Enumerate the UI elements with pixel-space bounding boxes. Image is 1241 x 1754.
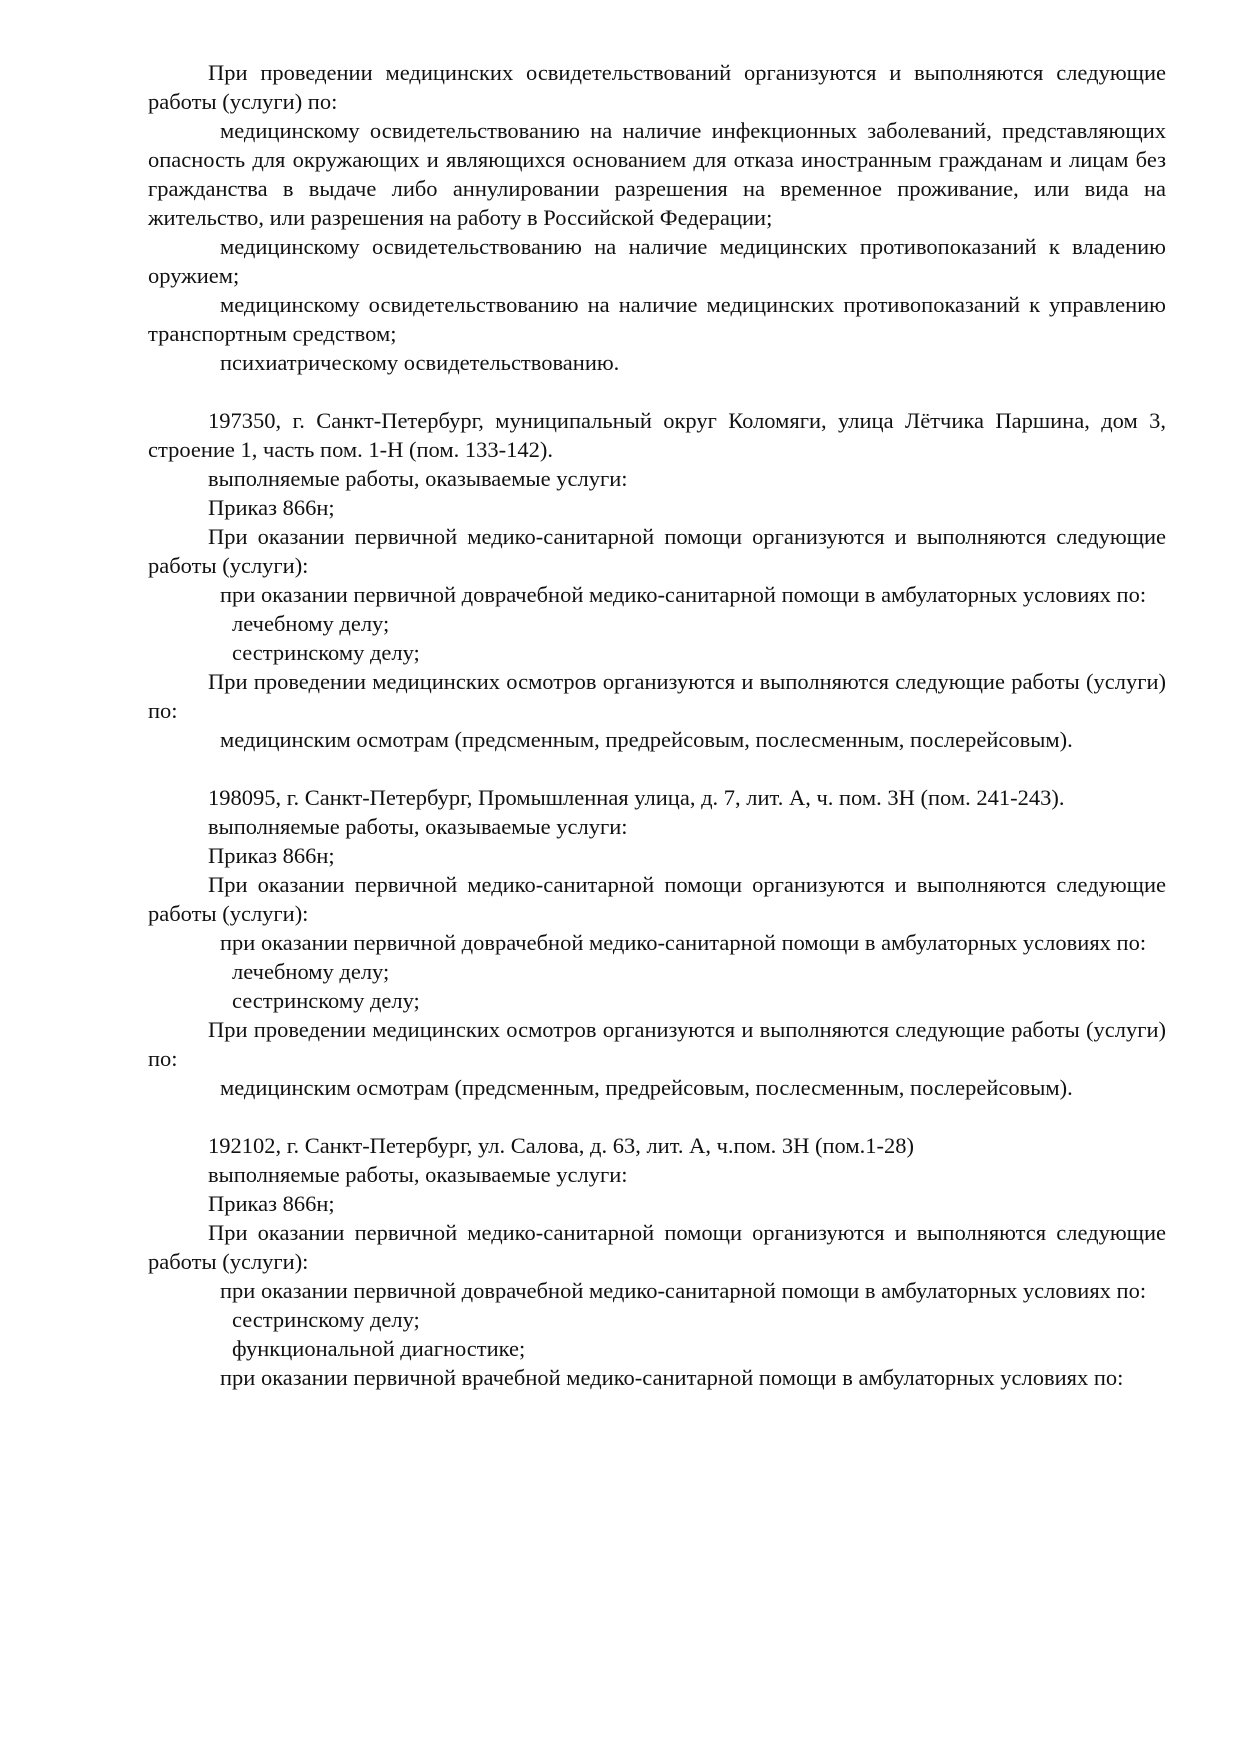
- paragraph-infection-examination: медицинскому освидетельствованию на наличие инфекционных заболеваний, представляющих опасность для окружающих и являющихся основанием для отказа иностранным гражданам и лицам без гражданства в выдаче либо аннулировании разрешения на временное проживание, или вида на жительство, или разрешения на работу в Российской Федерации;: [148, 118, 1166, 230]
- document-page: [148, 58, 1166, 1392]
- paragraph-pre-doctor-care: при оказании первичной доврачебной медико-санитарной помощи в амбулаторных условиях по:: [220, 582, 1147, 607]
- paragraph-primary-care: При оказании первичной медико-санитарной помощи организуются и выполняются следующие работы (услуги):: [148, 872, 1166, 926]
- works-heading: выполняемые работы, оказываемые услуги:: [208, 1162, 628, 1187]
- paragraph-pre-doctor-care: при оказании первичной доврачебной медико-санитарной помощи в амбулаторных условиях по:: [220, 1278, 1147, 1303]
- paragraph-pre-doctor-care: при оказании первичной доврачебной медико-санитарной помощи в амбулаторных условиях по:: [220, 930, 1147, 955]
- works-heading: выполняемые работы, оказываемые услуги:: [208, 814, 628, 839]
- works-heading: выполняемые работы, оказываемые услуги:: [208, 466, 628, 491]
- list-item: сестринскому делу;: [232, 1307, 420, 1332]
- list-item: лечебному делу;: [232, 611, 390, 636]
- list-item: сестринскому делу;: [232, 988, 420, 1013]
- list-item: сестринскому делу;: [232, 640, 420, 665]
- paragraph-medical-checkups: При проведении медицинских осмотров организуются и выполняются следующие работы (услуги) по:: [148, 1017, 1166, 1071]
- paragraph-vehicle-examination: медицинскому освидетельствованию на наличие медицинских противопоказаний к управлению транспортным средством;: [148, 292, 1166, 346]
- address-kolomyagi: 197350, г. Санкт-Петербург, муниципальный округ Коломяги, улица Лётчика Паршина, дом 3, строение 1, часть пом. 1-Н (пом. 133-142).: [148, 408, 1166, 462]
- paragraph-weapon-examination: медицинскому освидетельствованию на наличие медицинских противопоказаний к владению оружием;: [148, 234, 1166, 288]
- paragraph-medical-examinations-intro: При проведении медицинских освидетельствований организуются и выполняются следующие работы (услуги) по:: [148, 60, 1166, 114]
- paragraph-primary-care: При оказании первичной медико-санитарной помощи организуются и выполняются следующие работы (услуги):: [148, 524, 1166, 578]
- spacer: [148, 1102, 1166, 1131]
- address-promyshlennaya: 198095, г. Санкт-Петербург, Промышленная улица, д. 7, лит. А, ч. пом. 3Н (пом. 241-243).: [208, 785, 1065, 810]
- order-866n: Приказ 866н;: [208, 1191, 335, 1216]
- paragraph-doctor-care: при оказании первичной врачебной медико-санитарной помощи в амбулаторных условиях по:: [220, 1365, 1124, 1390]
- list-item: медицинским осмотрам (предсменным, предрейсовым, послесменным, послерейсовым).: [220, 1075, 1073, 1100]
- paragraph-psychiatric-examination: психиатрическому освидетельствованию.: [220, 350, 620, 375]
- address-salova: 192102, г. Санкт-Петербург, ул. Салова, д. 63, лит. А, ч.пом. 3Н (пом.1-28): [208, 1133, 914, 1158]
- spacer: [148, 377, 1166, 406]
- list-item: медицинским осмотрам (предсменным, предрейсовым, послесменным, послерейсовым).: [220, 727, 1073, 752]
- order-866n: Приказ 866н;: [208, 843, 335, 868]
- paragraph-medical-checkups: При проведении медицинских осмотров организуются и выполняются следующие работы (услуги) по:: [148, 669, 1166, 723]
- list-item: функциональной диагностике;: [232, 1336, 526, 1361]
- order-866n: Приказ 866н;: [208, 495, 335, 520]
- paragraph-primary-care: При оказании первичной медико-санитарной помощи организуются и выполняются следующие работы (услуги):: [148, 1220, 1166, 1274]
- list-item: лечебному делу;: [232, 959, 390, 984]
- spacer: [148, 754, 1166, 783]
